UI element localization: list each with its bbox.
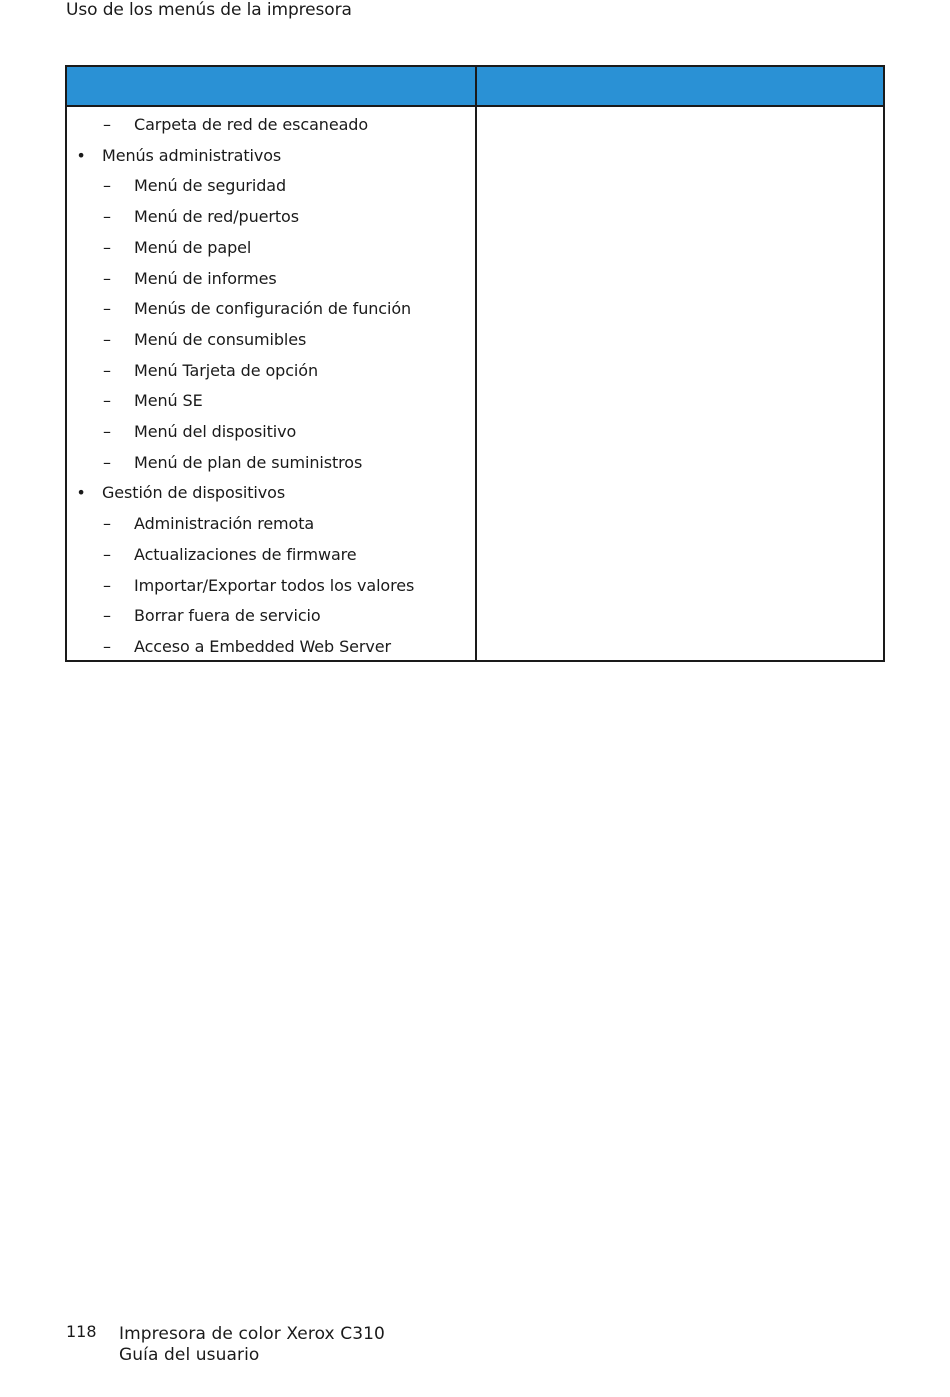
list-item-text: Menú de plan de suministros bbox=[134, 452, 363, 472]
dash-marker: – bbox=[103, 514, 111, 534]
list-item-text: Administración remota bbox=[134, 514, 315, 534]
list-item-text: Gestión de dispositivos bbox=[102, 483, 286, 503]
bullet-marker: • bbox=[76, 483, 86, 503]
dash-marker: – bbox=[103, 268, 111, 288]
bullet-marker: • bbox=[76, 145, 86, 165]
list-item-text: Actualizaciones de firmware bbox=[134, 544, 357, 564]
dash-marker: – bbox=[103, 207, 111, 227]
running-header: Uso de los menús de la impresora bbox=[66, 0, 352, 20]
list-item-text: Menú de red/puertos bbox=[134, 207, 299, 227]
dash-marker: – bbox=[103, 544, 111, 564]
menu-table bbox=[65, 65, 885, 662]
dash-marker: – bbox=[103, 422, 111, 441]
dash-marker: – bbox=[103, 575, 111, 595]
dash-marker: – bbox=[103, 299, 111, 319]
dash-marker: – bbox=[103, 115, 111, 134]
list-item-text: Borrar fuera de servicio bbox=[134, 606, 321, 626]
list-item-text: Menú de consumibles bbox=[134, 329, 307, 349]
list-item-text: Carpeta de red de escaneado bbox=[134, 115, 369, 134]
list-item-text: Menú del dispositivo bbox=[134, 422, 297, 441]
dash-marker: – bbox=[103, 176, 111, 196]
column-divider bbox=[475, 67, 477, 660]
dash-marker: – bbox=[103, 329, 111, 349]
guide-name: Guía del usuario bbox=[119, 1345, 260, 1365]
list-item-text: Menú Tarjeta de opción bbox=[134, 360, 318, 380]
dash-marker: – bbox=[103, 391, 111, 411]
page-number: 118 bbox=[66, 1322, 97, 1341]
dash-marker: – bbox=[103, 452, 111, 472]
list-item-text: Menú de seguridad bbox=[134, 176, 287, 196]
dash-marker: – bbox=[103, 606, 111, 626]
list-item-text: Acceso a Embedded Web Server bbox=[134, 636, 391, 656]
list-item-text: Menús de configuración de función bbox=[134, 299, 412, 319]
footer-title bbox=[119, 1324, 385, 1366]
list-item-text: Menús administrativos bbox=[102, 145, 282, 165]
product-name: Impresora de color Xerox C310 bbox=[119, 1324, 385, 1344]
list-item-text: Menú de papel bbox=[134, 237, 252, 257]
dash-marker: – bbox=[103, 636, 111, 656]
list-item-text: Importar/Exportar todos los valores bbox=[134, 575, 415, 595]
list-item-text: Menú SE bbox=[134, 391, 203, 411]
list-item-text: Menú de informes bbox=[134, 268, 277, 288]
dash-marker: – bbox=[103, 237, 111, 257]
dash-marker: – bbox=[103, 360, 111, 380]
